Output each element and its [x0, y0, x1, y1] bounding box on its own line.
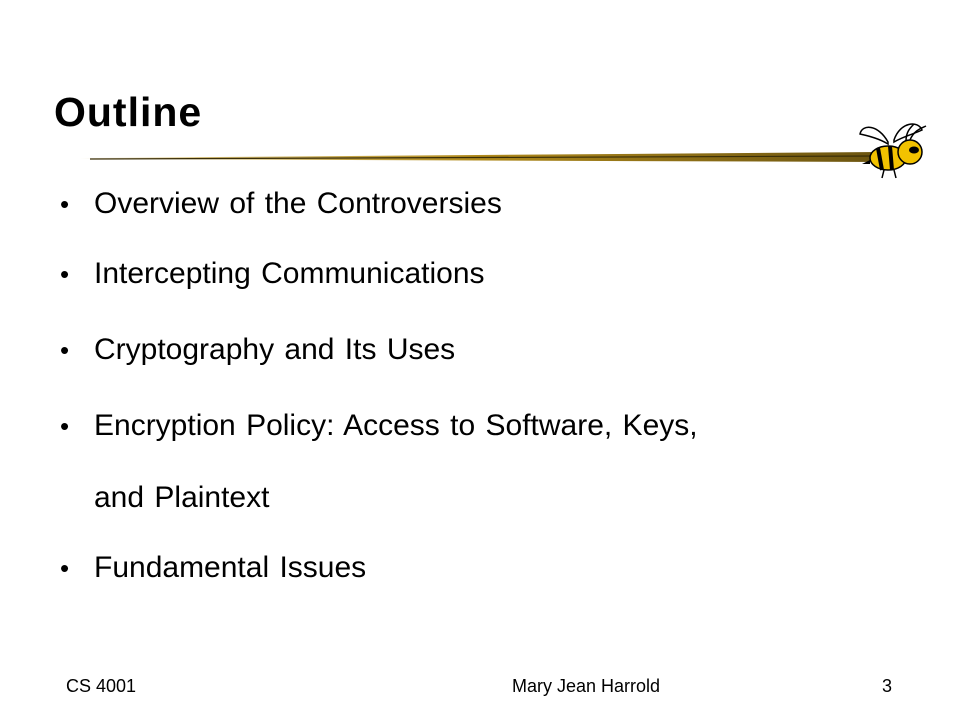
bullet-text: Intercepting Communications	[94, 257, 485, 290]
bullet-dot: •	[60, 189, 70, 219]
bullet-item	[60, 332, 455, 368]
bullet-item	[60, 408, 698, 516]
bullet-text: Fundamental Issues	[94, 551, 367, 584]
bullet-item	[60, 186, 502, 222]
bullet-text: Cryptography and Its Uses	[94, 333, 456, 366]
bullet-item	[60, 550, 366, 586]
bullet-dot: •	[60, 411, 70, 441]
bullet-dot: •	[60, 335, 70, 365]
footer-author: Mary Jean Harrold	[512, 676, 661, 696]
slide-title: Outline	[54, 89, 203, 135]
bullet-text-continuation: and Plaintext	[94, 481, 270, 514]
bullet-dot: •	[60, 259, 70, 289]
bullet-item	[60, 256, 485, 292]
bullet-dot: •	[60, 553, 70, 583]
bullet-text: Overview of the Controversies	[94, 187, 502, 220]
footer-page-number: 3	[882, 676, 893, 696]
bullet-text: Encryption Policy: Access to Software, Keys,	[94, 409, 698, 442]
footer-course: CS 4001	[66, 676, 137, 696]
